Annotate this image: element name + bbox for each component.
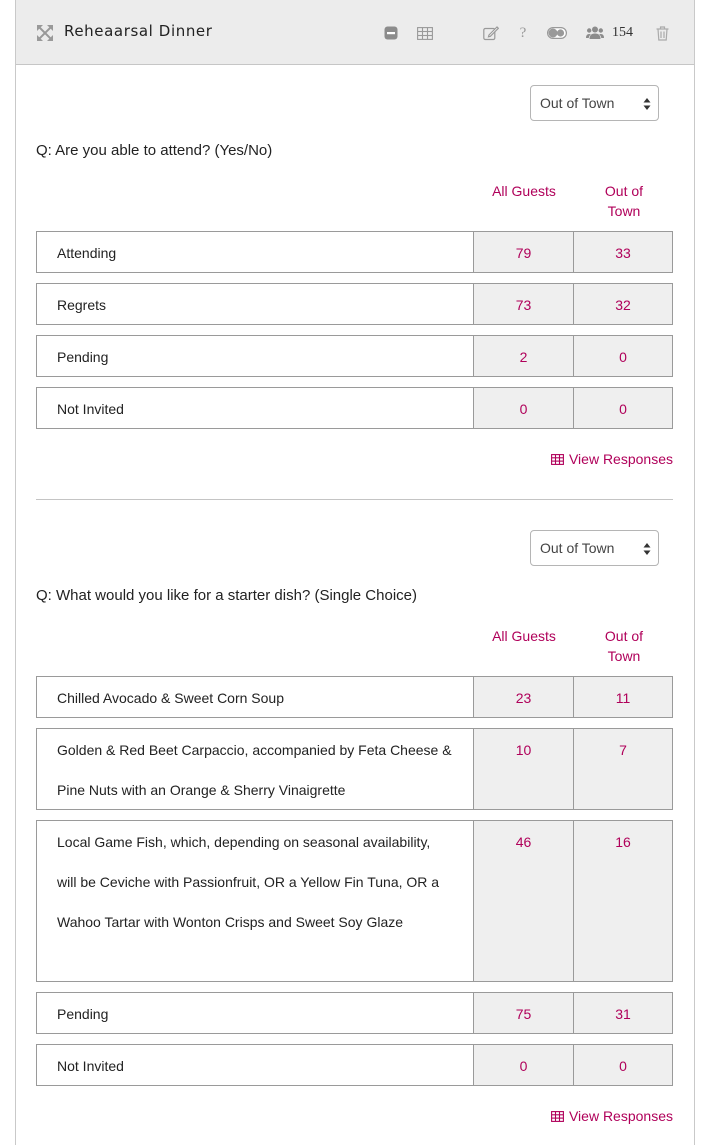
count-filter: 11 — [574, 677, 672, 717]
col-header-filter: Out of Town — [604, 183, 644, 219]
row-label: Golden & Red Beet Carpaccio, accompanied by Feta Cheese & Pine Nuts with an Orange & Sherry Vinaigrette — [37, 729, 474, 809]
response-row — [36, 283, 673, 325]
row-label: Regrets — [37, 284, 474, 324]
select-arrows-icon — [643, 97, 651, 111]
table-icon — [551, 454, 564, 465]
row-label: Chilled Avocado & Sweet Corn Soup — [37, 677, 474, 717]
count-all-guests: 75 — [474, 993, 574, 1033]
count-filter: 0 — [574, 1045, 672, 1085]
row-label: Pending — [37, 993, 474, 1033]
view-responses-link[interactable] — [551, 451, 673, 467]
count-all-guests: 46 — [474, 821, 574, 981]
table-icon[interactable] — [417, 24, 433, 42]
col-header-all-guests: All Guests — [492, 628, 556, 644]
group-filter-value: Out of Town — [540, 540, 615, 556]
response-row — [36, 820, 673, 982]
count-filter: 0 — [574, 388, 672, 428]
question-title: Q: Are you able to attend? (Yes/No) — [36, 142, 273, 159]
response-row — [36, 335, 673, 377]
count-all-guests: 23 — [474, 677, 574, 717]
response-row — [36, 387, 673, 429]
toggle-icon[interactable] — [547, 24, 567, 42]
count-all-guests: 0 — [474, 388, 574, 428]
count-all-guests: 73 — [474, 284, 574, 324]
users-icon[interactable] — [586, 24, 604, 42]
view-responses-label: View Responses — [568, 1108, 673, 1124]
count-all-guests: 10 — [474, 729, 574, 809]
guest-count: 154 — [612, 25, 633, 40]
group-filter-select[interactable] — [530, 85, 659, 121]
group-filter-select[interactable] — [530, 530, 659, 566]
event-panel — [15, 0, 695, 1145]
count-filter: 31 — [574, 993, 672, 1033]
response-row — [36, 231, 673, 273]
row-label: Not Invited — [37, 1045, 474, 1085]
response-row — [36, 728, 673, 810]
section-divider — [36, 499, 673, 500]
count-all-guests: 79 — [474, 232, 574, 272]
row-label: Not Invited — [37, 388, 474, 428]
table-icon — [551, 1111, 564, 1122]
event-title: Reheaarsal Dinner — [64, 22, 213, 40]
group-filter-value: Out of Town — [540, 95, 615, 111]
view-responses-link[interactable] — [551, 1108, 673, 1124]
count-filter: 7 — [574, 729, 672, 809]
expand-icon[interactable] — [36, 24, 54, 42]
view-responses-label: View Responses — [568, 451, 673, 467]
response-row — [36, 676, 673, 718]
count-filter: 33 — [574, 232, 672, 272]
count-all-guests: 2 — [474, 336, 574, 376]
edit-icon[interactable] — [483, 24, 499, 42]
row-label: Pending — [37, 336, 474, 376]
col-header-all-guests: All Guests — [492, 183, 556, 199]
select-arrows-icon — [643, 542, 651, 556]
count-filter: 32 — [574, 284, 672, 324]
panel-header — [16, 0, 694, 65]
minus-square-icon[interactable] — [384, 24, 398, 42]
count-all-guests: 0 — [474, 1045, 574, 1085]
row-label: Attending — [37, 232, 474, 272]
count-filter: 0 — [574, 336, 672, 376]
row-label: Local Game Fish, which, depending on seasonal availability, will be Ceviche with Passionfruit, OR a Yellow Fin Tuna, OR a Wahoo Tartar with Wonton Crisps and Sweet Soy Glaze — [37, 821, 474, 981]
col-header-filter: Out of Town — [604, 628, 644, 664]
help-icon[interactable]: ? — [519, 24, 527, 41]
trash-icon[interactable] — [656, 24, 669, 42]
count-filter: 16 — [574, 821, 672, 981]
question-title: Q: What would you like for a starter dish? (Single Choice) — [36, 587, 417, 604]
response-row — [36, 1044, 673, 1086]
response-row — [36, 992, 673, 1034]
